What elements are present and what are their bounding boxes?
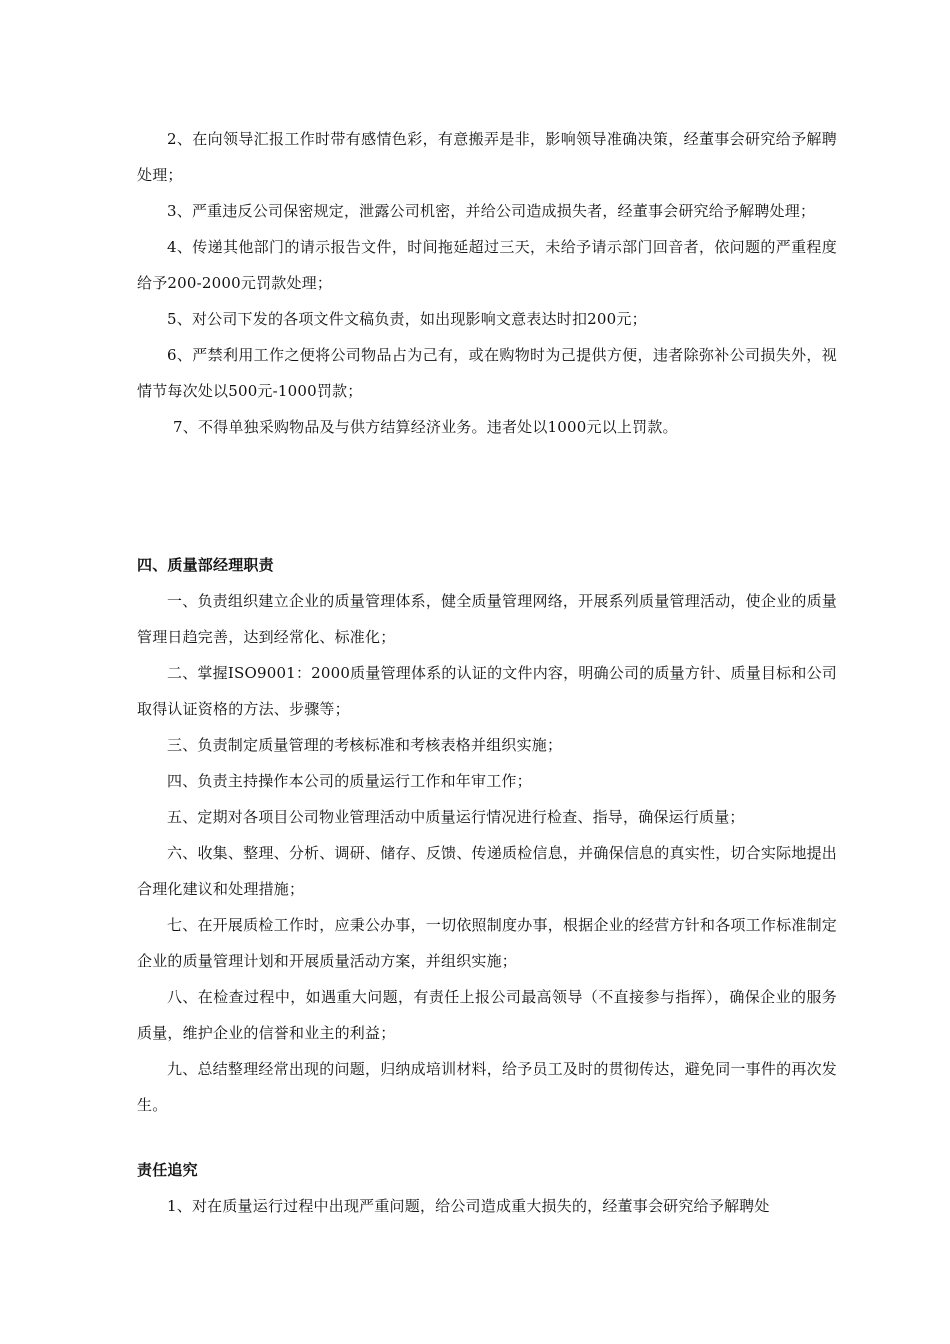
quality-item-4: 四、负责主持操作本公司的质量运行工作和年审工作； bbox=[167, 772, 532, 790]
quality-item-5: 五、定期对各项目公司物业管理活动中质量运行情况进行检查、指导，确保运行质量； bbox=[167, 808, 745, 826]
prev-item-4: 4、传递其他部门的请示报告文件，时间拖延超过三天，未给予请示部门回音者，依问题的严重程度给予200-2000元罚款处理； bbox=[137, 238, 837, 292]
prev-item-5: 5、对公司下发的各项文件文稿负责，如出现影响文意表达时扣200元； bbox=[167, 310, 647, 328]
prev-item-2: 2、在向领导汇报工作时带有感情色彩，有意搬弄是非，影响领导准确决策，经董事会研究给予解聘处理； bbox=[137, 130, 837, 184]
prev-item-7: 7、不得单独采购物品及与供方结算经济业务。违者处以1000元以上罚款。 bbox=[173, 418, 678, 436]
quality-manager-section bbox=[137, 547, 837, 1123]
section-heading-accountability: 责任追究 bbox=[137, 1161, 198, 1179]
previous-section-items bbox=[137, 121, 837, 445]
quality-item-8: 八、在检查过程中，如遇重大问题，有责任上报公司最高领导（不直接参与指挥），确保企业的服务质量，维护企业的信誉和业主的利益； bbox=[137, 988, 837, 1042]
accountability-item-1: 1、对在质量运行过程中出现严重问题，给公司造成重大损失的，经董事会研究给予解聘处 bbox=[167, 1197, 770, 1215]
accountability-section bbox=[137, 1152, 837, 1224]
quality-item-6: 六、收集、整理、分析、调研、储存、反馈、传递质检信息，并确保信息的真实性，切合实际地提出合理化建议和处理措施； bbox=[137, 844, 837, 898]
quality-item-9: 九、总结整理经常出现的问题，归纳成培训材料，给予员工及时的贯彻传达，避免同一事件的再次发生。 bbox=[137, 1060, 837, 1114]
quality-item-1: 一、负责组织建立企业的质量管理体系，健全质量管理网络，开展系列质量管理活动，使企业的质量管理日趋完善，达到经常化、标准化； bbox=[137, 592, 837, 646]
quality-item-2: 二、掌握ISO9001：2000质量管理体系的认证的文件内容，明确公司的质量方针、质量目标和公司取得认证资格的方法、步骤等； bbox=[137, 664, 837, 718]
prev-item-3: 3、严重违反公司保密规定，泄露公司机密，并给公司造成损失者，经董事会研究给予解聘处理； bbox=[167, 202, 816, 220]
section-heading-quality: 四、质量部经理职责 bbox=[137, 556, 274, 574]
quality-item-3: 三、负责制定质量管理的考核标准和考核表格并组织实施； bbox=[167, 736, 563, 754]
prev-item-6: 6、严禁利用工作之便将公司物品占为己有，或在购物时为己提供方便，违者除弥补公司损失外，视情节每次处以500元-1000罚款； bbox=[137, 346, 837, 400]
quality-item-7: 七、在开展质检工作时，应秉公办事，一切依照制度办事，根据企业的经营方针和各项工作标准制定企业的质量管理计划和开展质量活动方案，并组织实施； bbox=[137, 916, 837, 970]
